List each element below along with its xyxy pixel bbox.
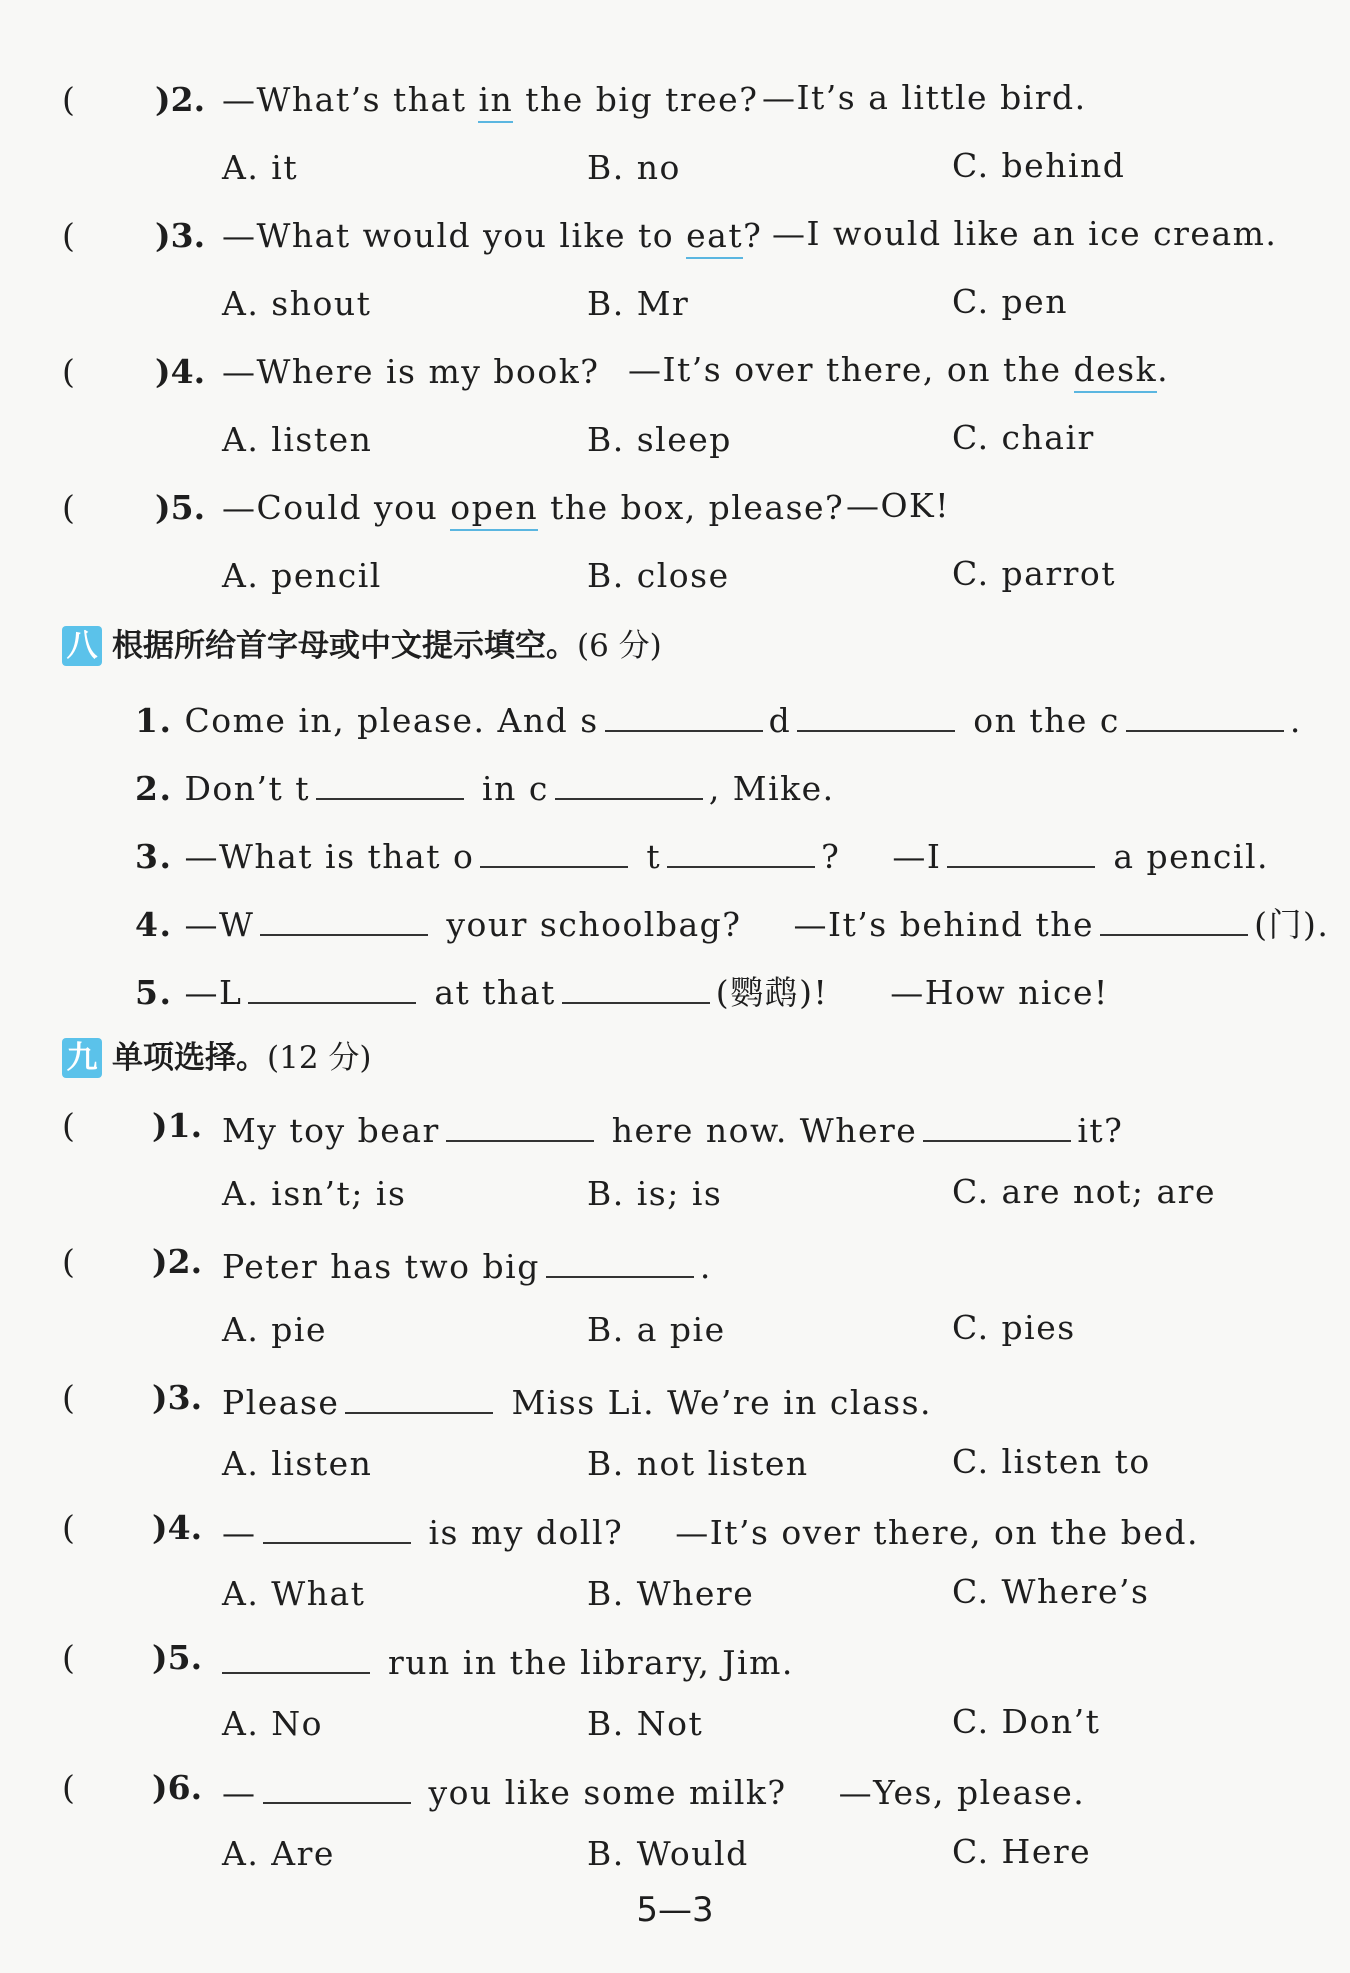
answer-paren: (: [62, 1768, 75, 1807]
section-title: 单项选择。: [112, 1040, 267, 1076]
question-text: Please Miss Li. We’re in class.: [222, 1378, 932, 1423]
option-c: C. are not; are: [952, 1172, 1216, 1211]
underlined-word: desk: [1074, 350, 1158, 393]
blank-field[interactable]: [263, 1768, 411, 1804]
option-a: A. listen: [222, 1444, 373, 1483]
option-c: C. Here: [952, 1832, 1092, 1871]
option-a: A. listen: [222, 420, 373, 459]
blank-field[interactable]: [260, 900, 428, 936]
blank-field[interactable]: [222, 1638, 370, 1674]
question-text: —What would you like to eat?: [222, 216, 762, 256]
option-c: C. Where’s: [952, 1572, 1150, 1611]
option-b: B. Where: [587, 1574, 755, 1613]
question-text: My toy bear here now. Where it?: [222, 1106, 1123, 1151]
blank-field[interactable]: [446, 1106, 594, 1142]
section-heading-9: [62, 1038, 372, 1078]
section-title: 根据所给首字母或中文提示填空。: [112, 628, 577, 664]
option-b: B. sleep: [587, 420, 732, 459]
option-a: A. pencil: [222, 556, 382, 595]
option-c: C. chair: [952, 418, 1095, 457]
option-c: C. pen: [952, 282, 1068, 321]
option-c: C. pies: [952, 1308, 1076, 1347]
underlined-word: in: [478, 80, 513, 123]
question-text: run in the library, Jim.: [216, 1638, 794, 1683]
option-a: A. isn’t; is: [222, 1174, 407, 1213]
option-a: A. Are: [222, 1834, 335, 1873]
question-reply: —It’s a little bird.: [762, 78, 1087, 117]
option-b: B. not listen: [587, 1444, 809, 1483]
option-a: A. it: [222, 148, 299, 187]
option-b: B. no: [587, 148, 681, 187]
option-c: C. listen to: [952, 1442, 1151, 1481]
answer-paren: (: [62, 1638, 75, 1677]
option-a: A. pie: [222, 1310, 328, 1349]
fill-item-1: 1. Come in, please. And s d on the c .: [135, 696, 1302, 741]
section-badge: 九: [62, 1038, 102, 1078]
blank-field[interactable]: [1126, 696, 1284, 732]
underlined-word: open: [450, 488, 538, 531]
question-number: )5.: [155, 488, 206, 527]
question-text: — you like some milk? —Yes, please.: [222, 1768, 1085, 1813]
question-number: )2.: [155, 80, 206, 119]
option-a: A. What: [222, 1574, 366, 1613]
option-c: C. behind: [952, 146, 1126, 185]
answer-paren: (: [62, 1508, 75, 1547]
answer-paren: (: [62, 1378, 75, 1417]
question-number: )4.: [152, 1508, 203, 1547]
question-text: —Could you open the box, please?: [222, 488, 844, 528]
option-b: B. close: [587, 556, 730, 595]
question-text: Peter has two big .: [222, 1242, 712, 1287]
blank-field[interactable]: [480, 832, 628, 868]
blank-field[interactable]: [316, 764, 464, 800]
option-a: A. shout: [222, 284, 372, 323]
answer-paren: (: [62, 352, 75, 391]
question-number: )1.: [152, 1106, 203, 1145]
answer-paren: (: [62, 488, 75, 527]
question-number: )2.: [152, 1242, 203, 1281]
section-badge: 八: [62, 626, 102, 666]
answer-paren: (: [62, 80, 75, 119]
option-c: C. Don’t: [952, 1702, 1101, 1741]
question-reply: —It’s over there, on the desk.: [628, 350, 1169, 390]
option-a: A. No: [222, 1704, 324, 1743]
blank-field[interactable]: [947, 832, 1095, 868]
answer-paren: (: [62, 216, 75, 255]
blank-field[interactable]: [1100, 900, 1248, 936]
blank-field[interactable]: [345, 1378, 493, 1414]
question-reply: —I would like an ice cream.: [772, 214, 1278, 253]
underlined-word: eat: [686, 216, 743, 259]
fill-item-2: 2. Don’t t in c , Mike.: [135, 764, 835, 809]
question-number: )5.: [152, 1638, 203, 1677]
option-b: B. Would: [587, 1834, 749, 1873]
blank-field[interactable]: [923, 1106, 1071, 1142]
question-number: )3.: [155, 216, 206, 255]
blank-field[interactable]: [667, 832, 815, 868]
option-c: C. parrot: [952, 554, 1117, 593]
page-number: 5—3: [636, 1890, 714, 1930]
question-text: — is my doll? —It’s over there, on the bed.: [222, 1508, 1199, 1553]
section-score: (12 分): [267, 1040, 372, 1076]
option-b: B. is; is: [587, 1174, 723, 1213]
answer-paren: (: [62, 1106, 75, 1145]
question-number: )6.: [152, 1768, 203, 1807]
blank-field[interactable]: [263, 1508, 411, 1544]
fill-item-4: 4. —W your schoolbag? —It’s behind the (门).: [135, 900, 1329, 945]
blank-field[interactable]: [797, 696, 955, 732]
option-b: B. Mr: [587, 284, 690, 323]
fill-item-3: 3. —What is that o t ? —I a pencil.: [135, 832, 1269, 877]
question-text: —Where is my book?: [222, 352, 600, 391]
fill-item-5: 5. —L at that (鹦鹉)! —How nice!: [135, 968, 1109, 1013]
blank-field[interactable]: [248, 968, 416, 1004]
option-b: B. a pie: [587, 1310, 726, 1349]
question-reply: —OK!: [846, 486, 950, 525]
answer-paren: (: [62, 1242, 75, 1281]
blank-field[interactable]: [562, 968, 710, 1004]
section-score: (6 分): [577, 628, 662, 664]
question-text: —What’s that in the big tree?: [222, 80, 758, 120]
option-b: B. Not: [587, 1704, 704, 1743]
question-number: )4.: [155, 352, 206, 391]
blank-field[interactable]: [605, 696, 763, 732]
question-number: )3.: [152, 1378, 203, 1417]
blank-field[interactable]: [546, 1242, 694, 1278]
section-heading-8: [62, 626, 662, 666]
blank-field[interactable]: [555, 764, 703, 800]
